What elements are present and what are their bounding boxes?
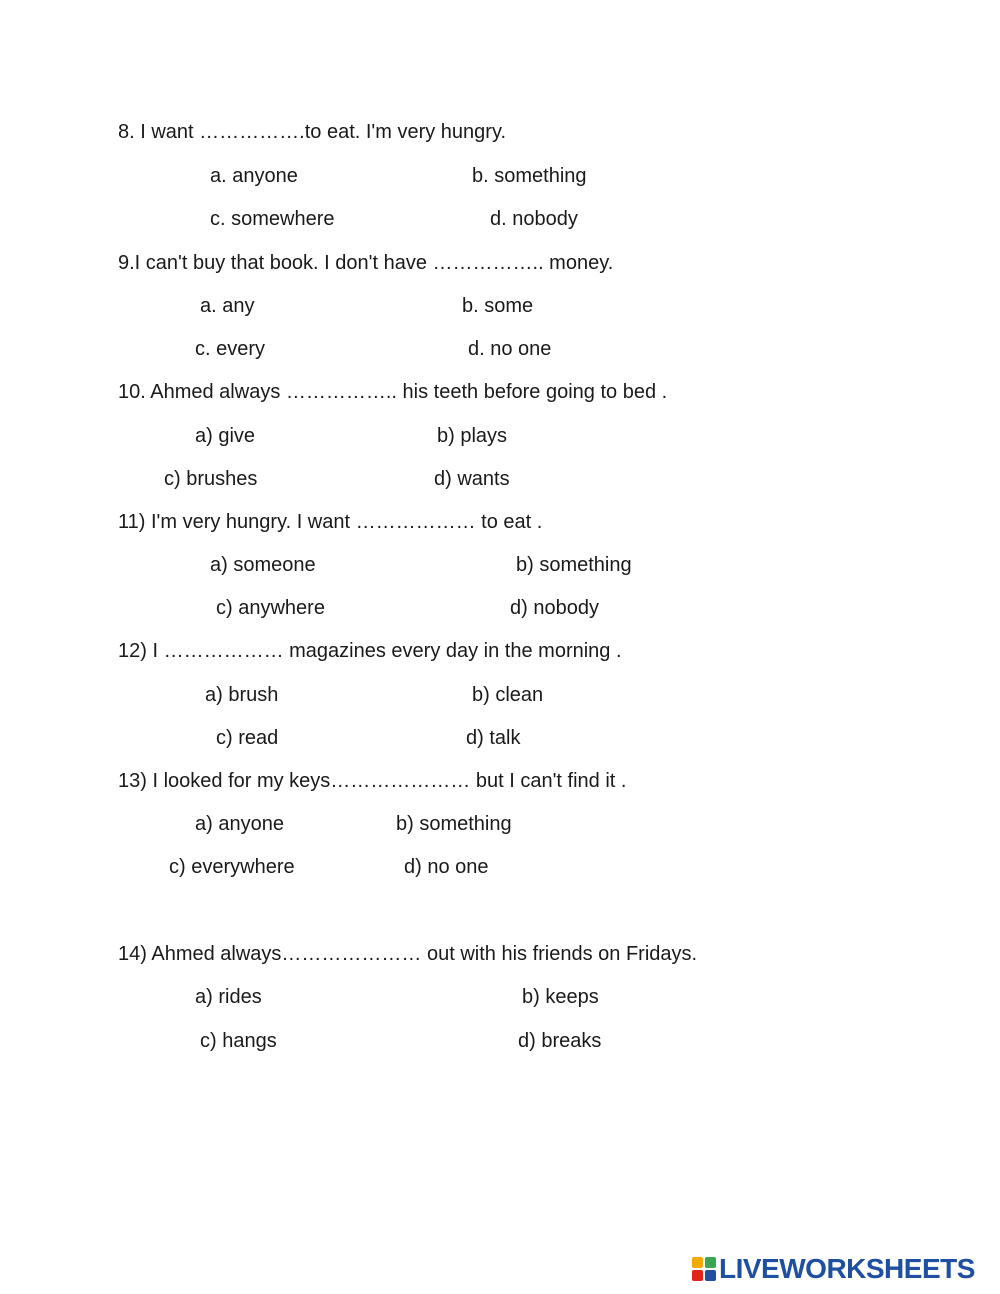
question-10-option-d[interactable]: d) wants xyxy=(434,468,510,490)
question-9-option-d[interactable]: d. no one xyxy=(468,338,552,360)
liveworksheets-logo-icon xyxy=(692,1257,716,1281)
question-11-option-c[interactable]: c) anywhere xyxy=(216,597,325,619)
question-13-option-c[interactable]: c) everywhere xyxy=(169,856,295,878)
question-12-option-b[interactable]: b) clean xyxy=(472,684,544,706)
question-12-stem: 12) I ……………… magazines every day in the morning . xyxy=(118,640,622,662)
question-13-stem: 13) I looked for my keys………………… but I can't find it . xyxy=(118,770,627,792)
logo-text: LIVEWORKSHEETS xyxy=(719,1253,975,1284)
question-11-option-d[interactable]: d) nobody xyxy=(510,597,599,619)
question-8-option-b[interactable]: b. something xyxy=(472,165,587,187)
question-9-option-b[interactable]: b. some xyxy=(462,295,534,317)
question-8-option-c[interactable]: c. somewhere xyxy=(210,208,335,230)
question-8-option-a[interactable]: a. anyone xyxy=(210,165,298,187)
question-9-option-a[interactable]: a. any xyxy=(200,295,255,317)
question-14-option-a[interactable]: a) rides xyxy=(195,986,262,1008)
question-14-stem: 14) Ahmed always………………… out with his friends on Fridays. xyxy=(118,943,698,965)
question-13-option-d[interactable]: d) no one xyxy=(404,856,489,878)
question-14-option-d[interactable]: d) breaks xyxy=(518,1030,602,1052)
question-13-option-a[interactable]: a) anyone xyxy=(195,813,284,835)
question-11-stem: 11) I'm very hungry. I want ……………… to eat . xyxy=(118,511,543,533)
question-10-option-c[interactable]: c) brushes xyxy=(164,468,258,490)
liveworksheets-logo xyxy=(692,1254,975,1284)
question-10-option-b[interactable]: b) plays xyxy=(437,425,508,447)
question-12-option-a[interactable]: a) brush xyxy=(205,684,279,706)
question-11-option-b[interactable]: b) something xyxy=(516,554,632,576)
question-9-stem: 9.I can't buy that book. I don't have …………….. money. xyxy=(118,252,614,274)
question-10-option-a[interactable]: a) give xyxy=(195,425,256,447)
question-8-option-d[interactable]: d. nobody xyxy=(490,208,578,230)
question-10-stem: 10. Ahmed always …………….. his teeth before going to bed . xyxy=(118,381,668,403)
question-8-stem: 8. I want …………….to eat. I'm very hungry. xyxy=(118,121,507,143)
question-12-option-c[interactable]: c) read xyxy=(216,727,279,749)
question-12-option-d[interactable]: d) talk xyxy=(466,727,521,749)
question-14-option-b[interactable]: b) keeps xyxy=(522,986,599,1008)
question-14-option-c[interactable]: c) hangs xyxy=(200,1030,277,1052)
question-11-option-a[interactable]: a) someone xyxy=(210,554,316,576)
question-13-option-b[interactable]: b) something xyxy=(396,813,512,835)
question-9-option-c[interactable]: c. every xyxy=(195,338,266,360)
